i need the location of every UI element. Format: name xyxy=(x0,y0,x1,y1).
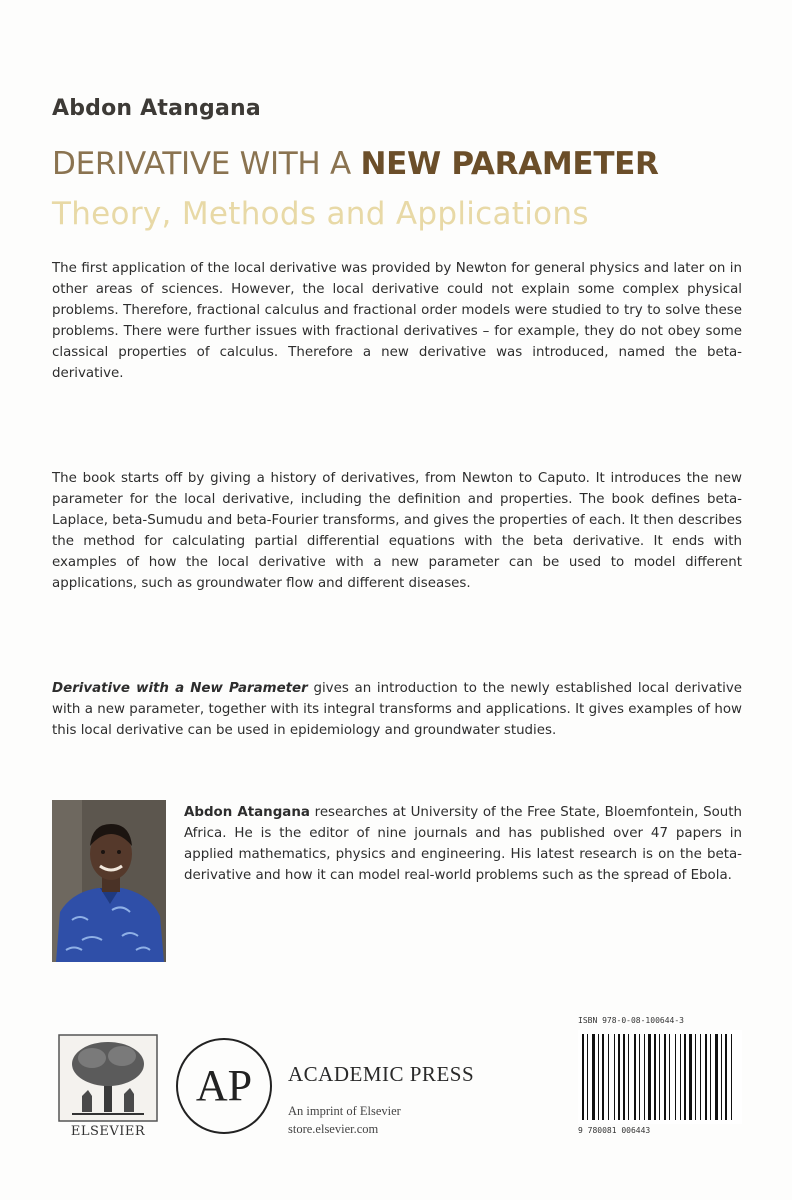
book-title-italic: Derivative with a New Parameter xyxy=(52,681,308,696)
publisher-name: ACADEMIC PRESS xyxy=(288,1062,475,1086)
publisher-imprint: An imprint of Elsevier xyxy=(288,1104,401,1118)
publisher-website: store.elsevier.com xyxy=(288,1122,379,1136)
elsevier-wordmark: ELSEVIER xyxy=(70,1124,146,1139)
barcode-digits: 9 780081 006443 xyxy=(578,1126,651,1135)
elsevier-tree-logo xyxy=(58,1034,158,1122)
author-photo-illustration xyxy=(52,800,166,962)
barcode-icon xyxy=(578,1030,742,1124)
title-prefix: DERIVATIVE WITH A xyxy=(52,146,361,182)
book-title xyxy=(52,146,752,182)
author-photo xyxy=(52,800,166,962)
description-paragraph-2: The book starts off by giving a history of derivatives, from Newton to Caputo. It introduces the new parameter for the local derivative, including the definition and properties. The book defines beta-Laplace, beta-Sumudu and beta-Fourier transforms, and gives the properties of each. It then describes the method for calculating partial differential equations with the beta derivative. It ends with examples of how the local derivative with a new parameter can be used to model different applications, such as groundwater flow and different diseases. xyxy=(52,471,742,591)
title-emphasis: NEW PARAMETER xyxy=(360,146,659,182)
book-subtitle: Theory, Methods and Applications xyxy=(52,196,589,232)
academic-press-logo xyxy=(174,1036,274,1136)
ap-monogram: AP xyxy=(195,1061,253,1110)
isbn-label: ISBN 978-0-08-100644-3 xyxy=(578,1016,684,1025)
paragraph-3-text: gives an introduction to the newly established local derivative with a new parameter, together with its integral transforms and applications. It gives examples of how this local derivative can be used in epidemiology and groundwater studies. xyxy=(52,681,742,738)
description-paragraph-1: The first application of the local derivative was provided by Newton for general physics and later on in other areas of sciences. However, the local derivative could not explain some complex physical problems. Therefore, fractional calculus and fractional order models were studied to try to solve these problems. There were further issues with fractional derivatives – for example, they do not obey some classical properties of calculus. Therefore a new derivative was introduced, named the beta-derivative. xyxy=(52,261,742,381)
bio-text: researches at University of the Free State, Bloemfontein, South Africa. He is the editor of nine journals and has published over 47 papers in applied mathematics, physics and engineering. His latest research is on the beta-derivative and how it can model real-world problems such as the spread of Ebola. xyxy=(184,805,743,883)
author-name: Abdon Atangana xyxy=(52,96,261,121)
description-paragraph-3 xyxy=(52,678,742,741)
bio-author-name: Abdon Atangana xyxy=(184,805,310,820)
author-bio xyxy=(184,802,742,886)
